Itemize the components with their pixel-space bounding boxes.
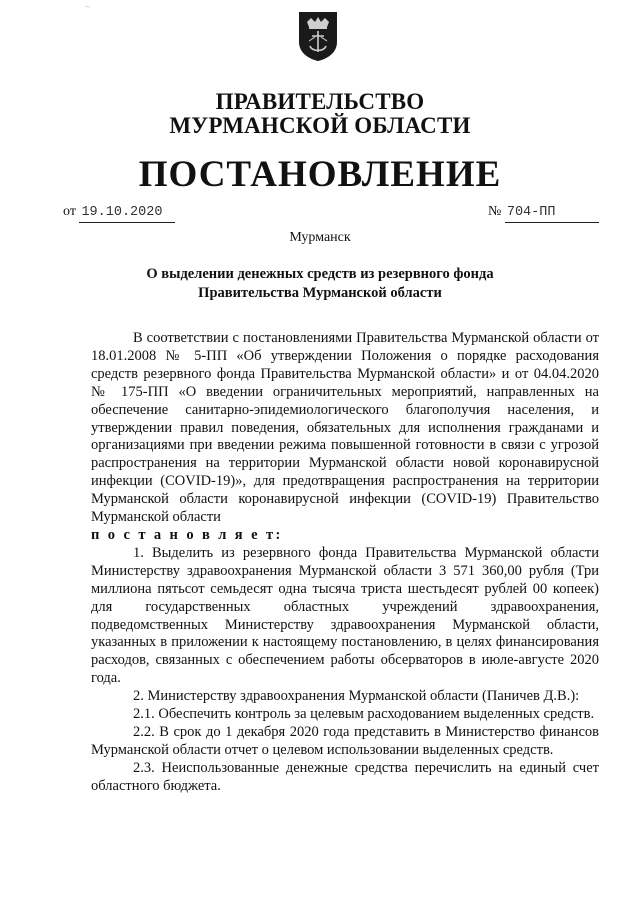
document-number-row <box>488 203 599 223</box>
item-2-3-paragraph: 2.3. Неиспользованные денежные средства перечислить на единый счет областного бюджета. <box>91 759 599 794</box>
resolves-word: п о с т а н о в л я е т: <box>91 526 283 543</box>
government-title-line2: МУРМАНСКОЙ ОБЛАСТИ <box>169 113 471 138</box>
document-type-title: ПОСТАНОВЛЕНИЕ <box>138 154 502 195</box>
item-2-1-paragraph: 2.1. Обеспечить контроль за целевым расходованием выделенных средств. <box>133 706 595 723</box>
document-date-row <box>63 203 175 223</box>
city-name: Мурманск <box>289 230 351 245</box>
document-heading-line1: О выделении денежных средств из резервного фонда <box>146 266 494 282</box>
scan-mark: ~ <box>85 2 90 12</box>
document-heading-line2: Правительства Мурманской области <box>198 285 442 301</box>
document-date: 19.10.2020 <box>79 204 175 223</box>
government-title-line1: ПРАВИТЕЛЬСТВО <box>215 89 425 114</box>
item-2-2-paragraph: 2.2. В срок до 1 декабря 2020 года представить в Министерство финансов Мурманской области отчет о целевом использовании выделенных средств. <box>91 723 599 758</box>
item-2-paragraph: 2. Министерству здравоохранения Мурманской области (Паничев Д.В.): <box>133 688 580 705</box>
item-1-paragraph: 1. Выделить из резервного фонда Правительства Мурманской области Министерству здравоохранения Мурманской области 3 571 360,00 рубля (Три миллиона пятьсот семьдесят одна тысяча триста шестьдесят рублей 00 копеек) для государственных областных учреждений здравоохранения, подведомственных Министерству здравоохранения Мурманской области, указанных в приложении к настоящему постановлению, в целях финансирования расходов, связанных с обеспечением работы обсерваторов в июле-августе 2020 года. <box>91 544 599 687</box>
preamble-paragraph: В соответствии с постановлениями Правительства Мурманской области от 18.01.2008 № 5-ПП «Об утверждении Положения о порядке расходования средств резервного фонда Правительства Мурманской области» и от 04.04.2020 № 175-ПП «О введении ограничительных мероприятий, направленных на обеспечение санитарно-эпидемиологического благополучия населения, и утверждении правил поведения, обязательных для исполнения гражданами и организациями при введении режима повышенной готовности в связи с угрозой распространения на территории Мурманской области новой коронавирусной инфекции (COVID-19)», для предотвращения распространения на территории Мурманской области коронавирусной инфекции (COVID-19) Правительство Мурманской области <box>91 330 599 526</box>
document-number: 704-ПП <box>505 204 599 223</box>
document-body <box>91 330 599 796</box>
number-prefix: № <box>488 204 502 219</box>
coat-of-arms-icon <box>297 10 339 62</box>
resolves-line <box>91 527 599 545</box>
date-prefix: от <box>63 204 76 219</box>
